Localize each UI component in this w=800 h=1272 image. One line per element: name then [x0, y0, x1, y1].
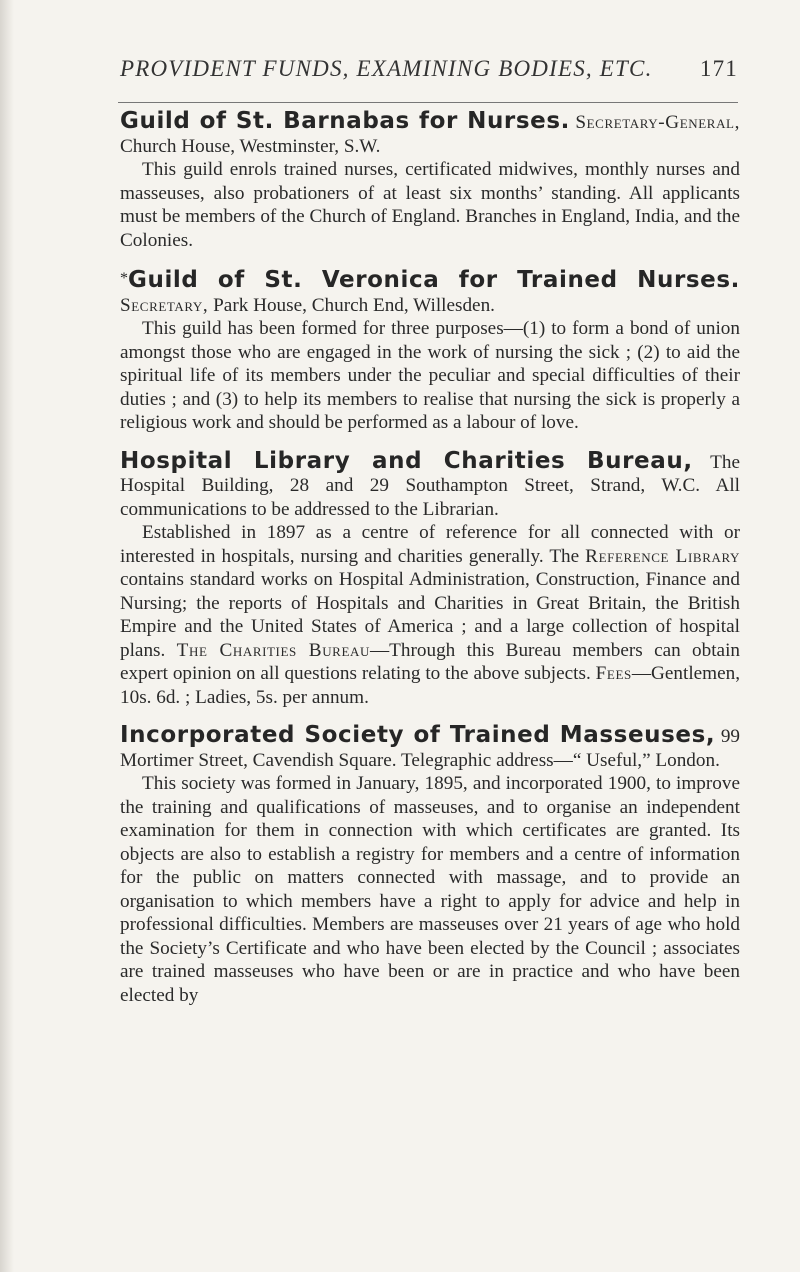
running-head-title: PROVIDENT FUNDS, EXAMINING BODIES, ETC. — [120, 56, 653, 81]
page-body — [120, 110, 740, 1022]
paragraph-text: Established in 1897 as a centre of reference for all connected with or interested in hospitals, nursing and charities generally. The — [120, 522, 740, 567]
entry-society-masseuses — [120, 724, 740, 1007]
entry-paragraph: This guild has been formed for three purposes—(1) to form a bond of union amongst those who are engaged in the work of nursing the sick ; (2) to aid the spiritual life of its members under the peculiar and special difficulties of their duties ; and (3) to help its members to realise that nursing the sick is properly a religious work and should be performed as a labour of love. — [120, 318, 740, 433]
entry-officer: Secretary, — [120, 294, 209, 316]
entry-address: The Hospital Building, 28 and 29 Southampton Street, Strand, W.C. All communications to be addressed to the Librarian. — [120, 451, 741, 520]
entry-officer: Secretary-General, — [575, 112, 740, 133]
entry-address-line — [120, 724, 740, 772]
asterisk-marker: * — [120, 270, 128, 287]
entry-paragraph: This guild enrols trained nurses, certificated midwives, monthly nurses and masseuses, also probationers of at least six months’ standing. All applicants must be members of the Church of England. Branches in England, India, and the Colonies. — [120, 159, 740, 251]
entry-address-line — [120, 110, 740, 158]
charities-bureau-label: The Charities Bureau — [176, 639, 370, 661]
entry-guild-st-veronica — [120, 267, 740, 435]
entry-address: Church House, Westminster, S.W. — [120, 135, 381, 157]
entry-heading: Guild of St. Barnabas for Nurses. — [120, 108, 570, 134]
page-number: 171 — [699, 56, 738, 81]
entry-hospital-library — [120, 447, 741, 710]
entry-address: 99 Mortimer Street, Cavendish Square. Telegraphic address—“ Useful,” London. — [120, 726, 741, 771]
entry-address: Park House, Church End, Willesden. — [213, 294, 495, 316]
entry-paragraph — [120, 521, 740, 709]
paragraph-text: —Gentlemen, 10s. 6d. ; Ladies, 5s. per annum. — [120, 663, 740, 708]
header-rule — [118, 102, 738, 103]
entry-heading: Hospital Library and Charities Bureau, — [120, 447, 693, 474]
running-head — [120, 56, 738, 86]
entry-paragraph: This society was formed in January, 1895, and incorporated 1900, to improve the training and qualifications of masseuses, and to organise an independent examination for them in connection with which certificates are granted. Its objects are also to establish a registry for members and a centre of information for the public on matters connected with massage, and to provide an organisation to which members have a right to apply for advice and help in professional difficulties. Members are masseuses over 21 years of age who hold the Society’s Certificate and who have been elected by the Council ; associates are trained masseuses who have been or are in practice and who have been elected by — [120, 773, 740, 1006]
entry-address-line — [120, 267, 740, 317]
entry-guild-st-barnabas — [120, 110, 740, 252]
paragraph-text: contains standard works on Hospital Administration, Construction, Finance and Nursing; the reports of Hospitals and Charities in Great Britain, the British Empire and the United States of America ; and a large collection of hospital plans. — [120, 569, 740, 661]
paragraph-text: —Through this Bureau members can obtain expert opinion on all questions relating to the above subjects. — [120, 639, 740, 684]
page-binding-shadow — [0, 0, 14, 1272]
entry-heading: Guild of St. Veronica for Trained Nurses. — [128, 267, 740, 293]
entry-address-line — [120, 447, 741, 522]
reference-library-label: Reference Library — [585, 545, 741, 567]
fees-label: Fees — [595, 663, 632, 684]
entry-heading: Incorporated Society of Trained Masseuses, — [120, 722, 716, 748]
